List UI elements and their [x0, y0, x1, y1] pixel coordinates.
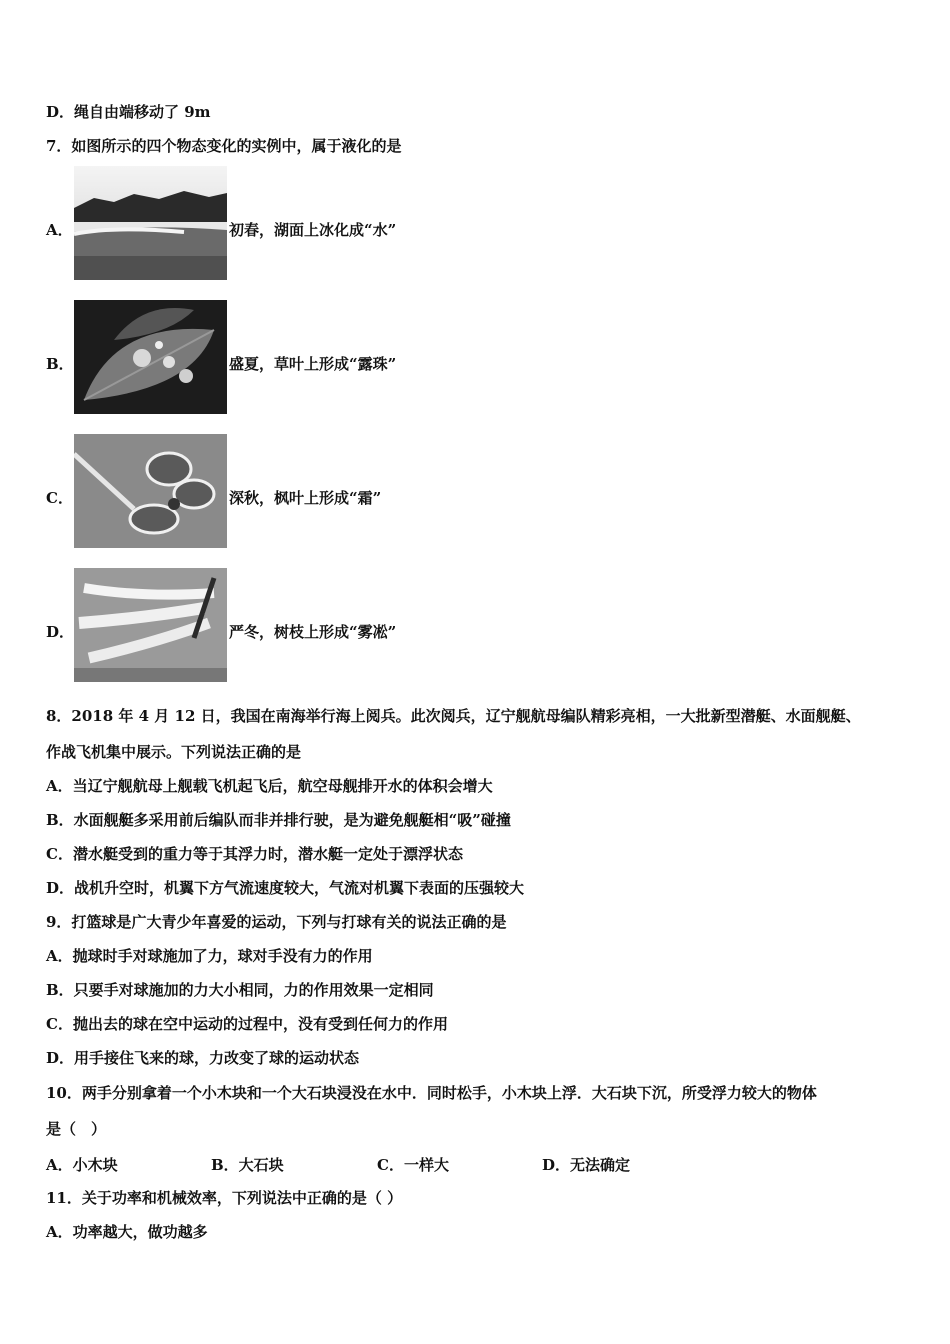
q8-option-b: B．水面舰艇多采用前后编队而非并排行驶，是为避免舰艇相“吸”碰撞 [46, 811, 511, 829]
q9-stem: 9．打篮球是广大青少年喜爱的运动，下列与打球有关的说法正确的是 [46, 913, 507, 931]
q7-option-a [46, 166, 566, 282]
q8-stem-line2: 作战飞机集中展示。下列说法正确的是 [46, 743, 302, 761]
q9-option-d: D．用手接住飞来的球，力改变了球的运动状态 [46, 1049, 360, 1067]
q9-option-b: B．只要手对球施加的力大小相同，力的作用效果一定相同 [46, 981, 434, 999]
q8-option-a: A．当辽宁舰航母上舰载飞机起飞后，航空母舰排开水的体积会增大 [46, 777, 493, 795]
q7-option-d [46, 568, 566, 684]
q8-option-d: D．战机升空时，机翼下方气流速度较大，气流对机翼下表面的压强较大 [46, 879, 525, 897]
dew-photo [74, 300, 227, 414]
q10-stem-line1: 10．两手分别拿着一个小木块和一个大石块浸没在水中．同时松手，小木块上浮．大石块下沉，所受浮力较大的物体 [46, 1084, 817, 1102]
q10-option-b: B．大石块 [211, 1156, 284, 1174]
q10-option-a: A．小木块 [46, 1156, 118, 1174]
option-text: 盛夏，草叶上形成“露珠” [229, 355, 397, 373]
q7-option-b [46, 300, 566, 416]
option-letter: B． [46, 355, 74, 373]
q6-option-d: D．绳自由端移动了 9m [46, 103, 211, 121]
option-letter: D． [46, 623, 75, 641]
q10-option-c: C．一样大 [377, 1156, 449, 1174]
q7-stem: 7．如图所示的四个物态变化的实例中，属于液化的是 [46, 137, 402, 155]
q7-option-c [46, 434, 566, 550]
option-text: 初春，湖面上冰化成“水” [229, 221, 397, 239]
option-text: 严冬，树枝上形成“雾凇” [229, 623, 397, 641]
option-letter: C． [46, 489, 73, 507]
q10-stem-line2: 是（ ） [46, 1120, 107, 1138]
rime-photo [74, 568, 227, 682]
option-letter: A． [46, 221, 73, 239]
frost-photo [74, 434, 227, 548]
lake-photo [74, 166, 227, 280]
q8-option-c: C．潜水艇受到的重力等于其浮力时，潜水艇一定处于漂浮状态 [46, 845, 463, 863]
q9-option-c: C．抛出去的球在空中运动的过程中，没有受到任何力的作用 [46, 1015, 448, 1033]
q10-option-d: D．无法确定 [542, 1156, 631, 1174]
option-text: 深秋，枫叶上形成“霜” [229, 489, 382, 507]
q11-stem: 11．关于功率和机械效率，下列说法中正确的是（ ） [46, 1189, 403, 1207]
q11-option-a: A．功率越大，做功越多 [46, 1223, 208, 1241]
q9-option-a: A．抛球时手对球施加了力，球对手没有力的作用 [46, 947, 373, 965]
q8-stem-line1: 8．2018 年 4 月 12 日，我国在南海举行海上阅兵。此次阅兵，辽宁舰航母编队精彩亮相，一大批新型潜艇、水面舰艇、 [46, 707, 861, 725]
